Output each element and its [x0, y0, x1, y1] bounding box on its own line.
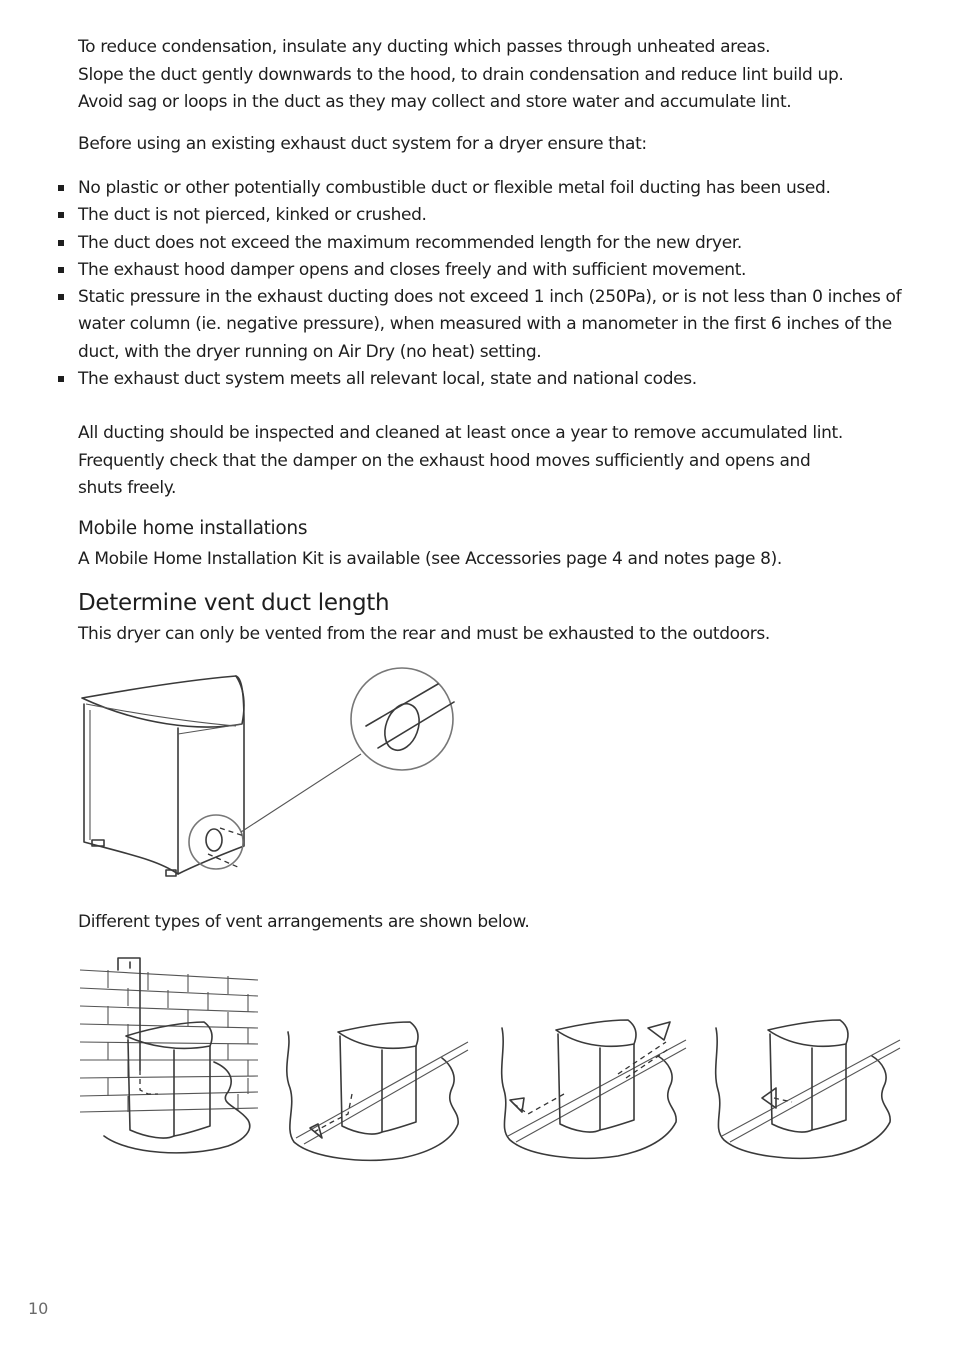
list-item: The duct does not exceed the maximum recommended length for the new dryer.: [78, 230, 908, 257]
vent-arrangement-rear-straight: [712, 1018, 904, 1168]
intro-line: To reduce condensation, insulate any ducting which passes through unheated areas.: [78, 37, 771, 57]
inspection-paragraph: [78, 420, 843, 503]
dryer-rear-vent-illustration: [78, 664, 468, 884]
vent-length-heading: Determine vent duct length: [78, 590, 390, 616]
intro-paragraph: [78, 34, 843, 117]
vent-length-text: This dryer can only be vented from the rear and must be exhausted to the outdoors.: [78, 624, 770, 644]
inspection-line: All ducting should be inspected and cleaned at least once a year to remove accumulated lint.: [78, 423, 843, 443]
intro-line: Slope the duct gently downwards to the hood, to drain condensation and reduce lint build up.: [78, 64, 844, 85]
inspection-line: shuts freely.: [78, 478, 177, 498]
vent-arrangement-floor-down: [282, 1018, 472, 1168]
vent-arrangement-wall-up: [78, 954, 260, 1160]
list-item: The duct is not pierced, kinked or crushed.: [78, 202, 908, 229]
vent-arrangement-diagonal: [498, 1018, 690, 1168]
mobile-home-heading: Mobile home installations: [78, 518, 308, 539]
existing-duct-intro: Before using an existing exhaust duct system for a dryer ensure that:: [78, 134, 647, 154]
list-item: The exhaust duct system meets all relevant local, state and national codes.: [78, 366, 908, 393]
arrangements-caption: Different types of vent arrangements are shown below.: [78, 912, 530, 932]
inspection-line: Frequently check that the damper on the exhaust hood moves sufficiently and opens and: [78, 450, 811, 471]
mobile-home-text: A Mobile Home Installation Kit is available (see Accessories page 4 and notes page 8).: [78, 549, 782, 569]
list-item: Static pressure in the exhaust ducting does not exceed 1 inch (250Pa), or is not less than 0 inches of water column (ie. negative pressure), when measured with a manometer in the first 6 inches of the duct, with the dryer running on Air Dry (no heat) setting.: [78, 284, 908, 366]
list-item: No plastic or other potentially combustible duct or flexible metal foil ducting has been used.: [78, 175, 908, 202]
intro-line: Avoid sag or loops in the duct as they may collect and store water and accumulate lint.: [78, 92, 792, 112]
list-item: The exhaust hood damper opens and closes freely and with sufficient movement.: [78, 257, 908, 284]
page-number: 10: [28, 1299, 49, 1318]
duct-checklist: [78, 175, 908, 393]
